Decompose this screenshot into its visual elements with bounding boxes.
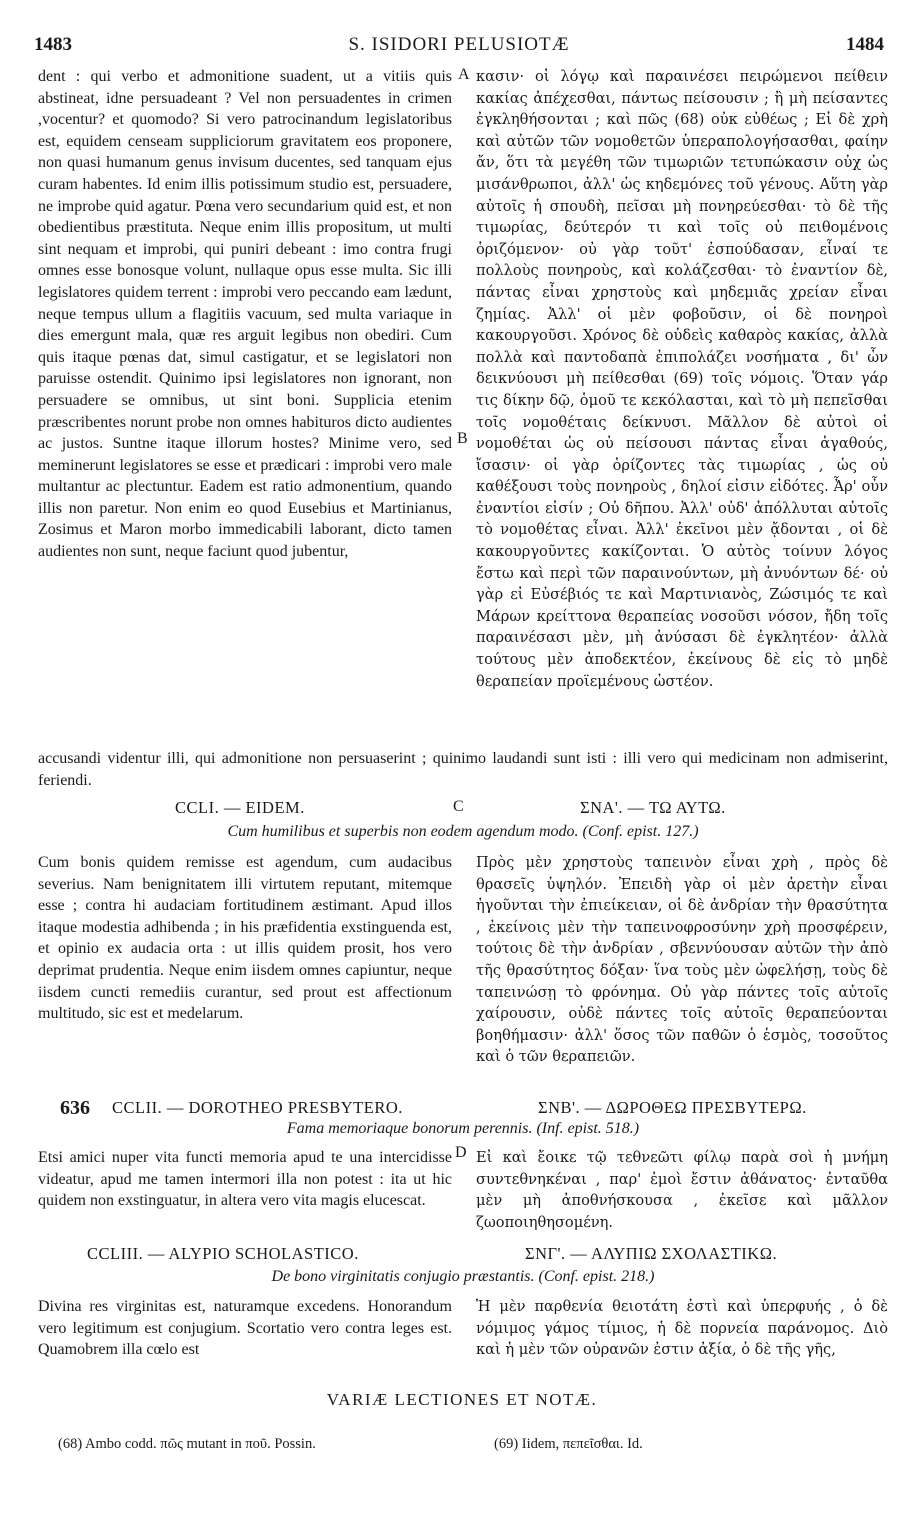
epistle-253-greek — [476, 1296, 888, 1366]
greek-text: Ἡ μὲν παρθενία θειοτάτη ἐστὶ καὶ ὑπερφυής , ὁ δὲ νόμιμος γάμος τίμιος, ἡ δὲ πορνεία παράνομος. Διὸ καὶ ἡ μὲν τῶν οὐρανῶν ἐστιν ἀξία, ὁ δὲ τῆς γῆς, — [476, 1298, 888, 1359]
page-header — [34, 34, 884, 60]
page-number-left: 1483 — [34, 34, 72, 55]
greek-text: Πρὸς μὲν χρηστοὺς ταπεινὸν εἶναι χρὴ , πρὸς δὲ θρασεῖς ὑψηλόν. Ἐπειδὴ γὰρ οἱ μὲν ἀρετὴν εἶναι ἡγοῦνται τὴν ἐπιείκειαν, οἱ δὲ ἀνδρίαν τὴν θρασύτητα , ἐκείνοις μὲν τὴν ταπεινοφροσύνην χρὴ προσφέρειν, τούτοις δὲ τὴν ἀνδρίαν , σβεννύουσαν αὐτῶν τὴν ἀπὸ τῆς θρασύτητος δόξαν· ἵνα τοὺς μὲν ὠφελήσῃ, τοὺς δὲ ταπεινώσῃ τὸ φρόνημα. Οὐ γὰρ πάντες τοῖς αὐτοῖς χαίρουσιν, οὐδὲ πάντες τοῖς αὐτοῖς θεραπεύονται βοηθήμασιν· ἀλλ' ὅσος τῶν παθῶν ὁ ἑσμὸς, τοσοῦτος καὶ ὁ τῶν θεραπειῶν. — [476, 854, 888, 1066]
margin-letter-a: A — [458, 66, 470, 83]
epistle-251-title-greek: ΣΝΑ'. — ΤΩ ΑΥΤΩ. — [580, 798, 726, 817]
latin-text: Etsi amici nuper vita functi memoria apud te una intercidisse videatur, apud me tamen intermori illa non potest : ita ut hic quidem non exstinguatur, in altera vero vita magis elucescat. — [38, 1149, 452, 1210]
note-68: (68) Ambo codd. πῶς mutant in ποῦ. Possin. — [58, 1436, 316, 1452]
latin-text: dent : qui verbo et admonitione suadent, ut a vitiis quis abstineat, idne persuadeant ? Vel non persuadentes in crimen ,vocentur? et quomodo? Si vero patrocinandum legislatoribus est, equidem censeam suppliciorum gravitatem eos proponere, non quasi humanum genus invisum ducentes, sed tanquam ejus curam habentes. Id enim illis potissimum studio est, persuadere, ne improbe quid agatur. Pœna vero secundarium quid est, et non obedientibus præstituta. Neque enim illis propositum, ut multi sint nequam et improbi, qui puniri debeant : imo contra frugi omnes esse bonosque volunt, nullaque opus esse multa. Sic illi legislatores quidem terrent : improbi vero peccando eam lædunt, neque tempus ullum a flagitiis vacuum, sed multa variaque in dies emergunt mala, quæ res arguit legibus non obediri. Cum quis itaque pœnas dat, simul castigatur, et se legislatori non paruisse ostendit. Quinimo ipsi legislatores non ignorant, non persuadere se omnibus, ut sint boni. Supplicia etenim præscribentes norunt probe non omnes habituros dicto audientes ac justos. Suntne itaque illorum hostes? Minime vero, sed meminerunt legislatores se esse et prædicari : improbi vero male multantur ac plectuntur. Eadem est ratio admonentium, quando illis non paretur. Non enim eo quod Eusebius et Martinianus, Zosimus et Maron morbo immedicabili laborant, dicto tamen audientes non sunt, neque faciunt quod jubentur, — [38, 68, 452, 561]
epistle-252-greek — [476, 1147, 888, 1235]
epistle-253-title-greek: ΣΝΓ'. — ΑΛΥΠΙΩ ΣΧΟΛΑΣΤΙΚΩ. — [525, 1244, 778, 1263]
note-69: (69) Iidem, πεπεῖσθαι. Id. — [494, 1436, 643, 1452]
column-number: 636 — [60, 1097, 90, 1119]
greek-text: κασιν· οἱ λόγῳ καὶ παραινέσει πειρώμενοι πείθειν κακίας ἀπέχεσθαι, πάντως πείσουσιν ; ἢ μὴ πείσαντες ἐγκληθήσονται ; καὶ πῶς (68) οὐκ εὐθέως ; Εἰ δὲ χρὴ καὶ αὐτῶν τῶν νομοθετῶν ὑπεραπολογήσασθαι, φαίην ἄν, ὅτι τὰ μεγέθη τῶν τιμωριῶν τετυπώκασιν οὐχ ὡς μισάνθρωποι, ἀλλ' ὡς κηδεμόνες τοῦ γένους. Αὕτη γὰρ αὐτοῖς ἡ σπουδὴ, πεῖσαι μὴ πονηρεύεσθαι· τὸ δὲ τῆς τιμωρίας, δεύτερόν τι καὶ τοῖς οὐ πειθομένοις ὁριζόμενον· οὐ γὰρ τοῦτ' ἐσπούδασαν, εἶναί τε πολλοὺς πονηροὺς, καὶ κολάζεσθαι· τὸ ἐναντίον δὲ, πάντας εἶναι χρηστοὺς καὶ μηδεμιᾶς χρείαν εἶναι ζημίας. Ἀλλ' οἱ μὲν φοβοῦσιν, οἱ δὲ πονηροὶ κακουργοῦσι. Χρόνος δὲ οὐδεὶς καθαρὸς κακίας, ἀλλὰ πολλὰ καὶ παντοδαπὰ ἐπιπολάζει νοσήματα , δι' ὧν δεικνύουσι μὴ πείθεσθαι (69) τοῖς νόμοις. Ὅταν γάρ τις δίκην δῷ, ὁμοῦ τε κεκόλασται, καὶ τὸ μὴ πεπεῖσθαι τοῖς νομοθέταις δείκνυσι. Μᾶλλον δὲ αὐτοὶ οἱ νομοθέται ὡς οὐ πείσουσι πάντας εἶναι ἀγαθούς, ἴσασιν· οἱ γὰρ ὁρίζοντες τὰς τιμωρίας , ὡς οὐ καθέξουσι τοὺς πονηροὺς , δηλοί εἰσιν εἰδότες. Ἆρ' οὖν ἐναντίοι εἰσίν ; Οὐ δῆπου. Ἀλλ' οὐδ' ἀπόλλυται αὐτοῖς τὸ νομοθέτας εἶναι. Ἀλλ' ἐκεῖνοι μὲν ᾄδονται , οἱ δὲ κακουργοῦντες κακίζονται. Ὁ αὐτὸς τοίνυν λόγος ἔστω καὶ περὶ τῶν παραινούντων, μὴ ἀνυόντων δέ· οὐ γὰρ εἰ Εὐσέβιός τε καὶ Μαρτινιανὸς, Ζώσιμός τε καὶ Μάρων κρείττονα θεραπείας νοσοῦσι νόσον, ἤδη τοῖς παραινέσασι μὲν, μὴ ἀνύσασι δὲ ἐγκλητέον· ἀλλὰ τούτους μὲν ἀποδεκτέον, ἐκείνους δὲ εἰς τὸ μηδὲ θεραπείαν προϊεμένους ὠστέον. — [476, 68, 888, 690]
epistle-253-latin — [38, 1296, 452, 1366]
epistle-252-title-greek: ΣΝΒ'. — ΔΩΡΟΘΕΩ ΠΡΕΣΒΥΤΕΡΩ. — [538, 1098, 807, 1117]
latin-text: Cum bonis quidem remisse est agendum, cum audacibus severius. Nam benignitatem illi virtutem reputant, mitemque esse ; contra hi audaciam fortitudinem æstimant. Apud illos itaque modestia adhibenda ; in his præfidentia exstinguenda est, et opinio ex audacia orta : ut illis quidem prosit, hos vero deprimat prudentia. Neque enim iisdem omnes capiuntur, neque iisdem cuncti remediis curantur, sed prout est affectionum multitudo, sic est et medelarum. — [38, 854, 452, 1023]
margin-letter-b: B — [457, 430, 468, 447]
latin-column-block1 — [38, 66, 452, 741]
greek-text: Εἰ καὶ ἔοικε τῷ τεθνεῶτι φίλῳ παρὰ σοὶ ἡ μνήμη συντεθνηκέναι , παρ' ἐμοὶ ἔστιν ἀθάνατος· ἐνταῦθα μὲν μὴ ἀποθνήσκουσα , ἐκεῖσε καὶ μᾶλλον ζωοποιηθησομένη. — [476, 1149, 888, 1231]
margin-letter-c: C — [453, 798, 464, 815]
epistle-253-subtitle: De bono virginitatis conjugio præstantis. (Conf. epist. 218.) — [271, 1268, 655, 1285]
epistle-253-title-latin: CCLIII. — ALYPIO SCHOLASTICO. — [87, 1244, 359, 1263]
margin-letter-d: D — [455, 1144, 467, 1161]
epistle-251-latin — [38, 852, 452, 1092]
epistle-252-subtitle: Fama memoriaque bonorum perennis. (Inf. epist. 518.) — [286, 1120, 640, 1137]
continuation-paragraph: accusandi videntur illi, qui admonitione non persuaserint ; quinimo laudandi sunt isti : illi vero qui medicinam non admiserint, feriendi. — [38, 750, 888, 789]
latin-text: Divina res virginitas est, naturamque excedens. Honorandum vero legitimum est conjugium. Scortatio vero contra leges est. Quamobrem illa cœlo est — [38, 1298, 452, 1359]
page-number-right: 1484 — [846, 34, 884, 55]
epistle-251-subtitle: Cum humilibus et superbis non eodem agendum modo. (Conf. epist. 127.) — [227, 823, 699, 840]
greek-column-block1 — [476, 66, 888, 741]
epistle-252-title-latin: CCLII. — DOROTHEO PRESBYTERO. — [112, 1098, 403, 1117]
epistle-251-title-latin: CCLI. — EIDEM. — [175, 798, 305, 817]
epistle-252-latin — [38, 1147, 452, 1235]
notes-heading: VARIÆ LECTIONES ET NOTÆ. — [326, 1390, 598, 1409]
running-title: S. ISIDORI PELUSIOTÆ — [348, 34, 570, 55]
epistle-251-greek — [476, 852, 888, 1092]
